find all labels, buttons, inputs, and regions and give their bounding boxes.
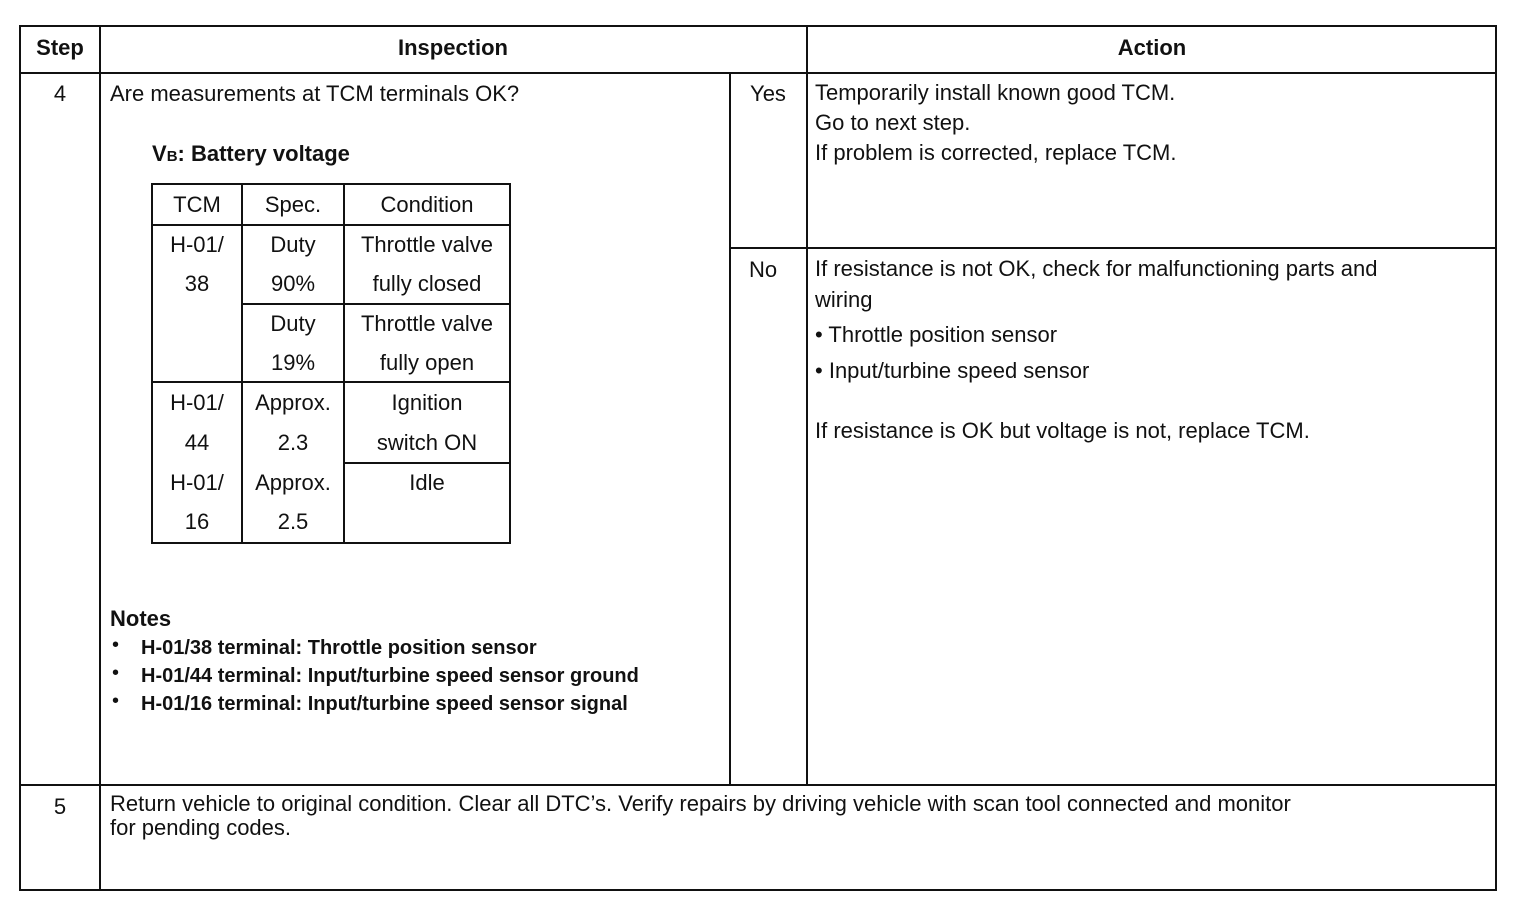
spec-cell: fully open [379,350,475,375]
row5-divider [19,784,1497,786]
yes-action-line: Temporarily install known good TCM. [815,80,1176,105]
spec-cell: 19% [270,350,316,375]
step-number-4: 4 [53,81,67,106]
no-action-line: If resistance is not OK, check for malfunctioning parts and [815,256,1378,281]
spec-cell: Duty [270,311,316,336]
header-inspection: Inspection [397,35,508,60]
spec-cell: H-01/ [170,232,224,257]
yes-action-line: If problem is corrected, replace TCM. [815,140,1177,165]
spec-cell: 2.3 [277,430,309,455]
spec-cell: Throttle valve [360,311,494,336]
spec-cell: Approx. [255,470,331,495]
spec-table [151,183,511,544]
spec-cell: switch ON [376,430,478,455]
row5-text-line: Return vehicle to original condition. Clear all DTC’s. Verify repairs by driving vehicle with scan tool connected and monitor [110,791,1291,816]
col-divider-step [99,25,101,891]
spec-cell: 90% [270,271,316,296]
col-divider-yesno [729,72,731,785]
no-bullet-item: • Throttle position sensor [815,322,1058,347]
spec-cell: H-01/ [170,390,224,415]
row5-text-line: for pending codes. [110,815,292,840]
spec-cell: H-01/ [170,470,224,495]
spec-header-condition: Condition [380,192,474,217]
spec-cell: 2.5 [277,509,309,534]
note-item: H-01/44 terminal: Input/turbine speed sensor ground [141,665,639,687]
no-bullet-item: • Input/turbine speed sensor [815,358,1090,383]
header-divider [19,72,1497,74]
spec-cell: Throttle valve [360,232,494,257]
vb-label: VB: Battery voltage [152,141,350,166]
step-number-5: 5 [53,794,67,819]
spec-cell: 44 [184,430,210,455]
spec-cell: Ignition [391,390,463,415]
header-action: Action [1117,35,1187,60]
bullet-icon: • [112,634,120,656]
no-label: No [748,257,778,282]
spec-cell: 38 [184,271,210,296]
spec-cell: 16 [184,509,210,534]
spec-cell: Duty [270,232,316,257]
note-item: H-01/38 terminal: Throttle position sensor [141,637,537,659]
header-step: Step [36,35,84,60]
note-item: H-01/16 terminal: Input/turbine speed sensor signal [141,693,628,715]
yes-action-line: Go to next step. [815,110,971,135]
no-action-final: If resistance is OK but voltage is not, replace TCM. [815,418,1310,443]
inspection-question: Are measurements at TCM terminals OK? [110,81,520,106]
notes-title: Notes [110,606,172,631]
spec-header-tcm: TCM [173,192,221,217]
yes-no-divider [729,247,1497,249]
spec-header-spec: Spec. [264,192,322,217]
spec-cell: Approx. [255,390,331,415]
spec-cell: fully closed [372,271,482,296]
bullet-icon: • [112,662,120,684]
yes-label: Yes [750,81,786,106]
spec-cell: Idle [409,470,445,495]
no-action-line: wiring [815,287,873,312]
col-divider-action [806,25,808,785]
bullet-icon: • [112,690,120,712]
